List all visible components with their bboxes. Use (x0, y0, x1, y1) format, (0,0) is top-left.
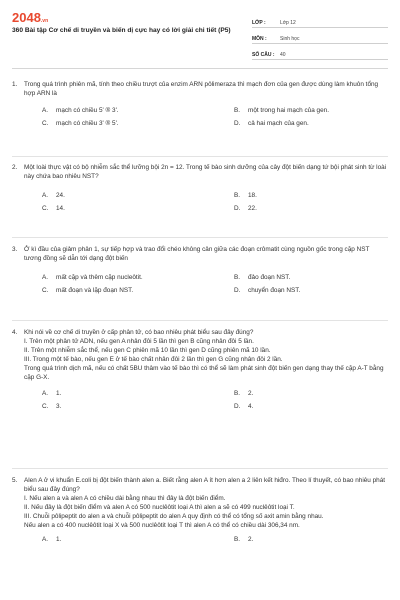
option-text: 4. (248, 403, 254, 410)
question-text: Một loài thực vật có bộ nhiễm sắc thể lưỡng bội 2n = 12. Trong tế bào sinh dưỡng của cây đột biến dạng tứ bội phát sinh từ loài này chứa bao nhiêu NST? (24, 164, 387, 180)
options (24, 273, 388, 299)
option-text: 2. (248, 390, 254, 397)
option-label: C. (42, 120, 49, 127)
option-label: C. (42, 287, 49, 294)
meta-value: Lớp 12 (280, 20, 296, 26)
question-separator (12, 320, 388, 321)
option-d[interactable] (234, 119, 309, 128)
option-text: một trong hai mạch của gen. (248, 107, 329, 114)
option-text: mạch có chiều 5' ® 3'. (56, 107, 119, 114)
option-label: A. (42, 107, 49, 114)
option-c[interactable] (42, 119, 119, 128)
meta-key: MÔN : (252, 36, 267, 42)
option-label: A. (42, 274, 49, 281)
option-d[interactable] (234, 286, 300, 295)
option-label: D. (234, 287, 241, 294)
option-text: mất đoạn và lặp đoạn NST. (56, 287, 134, 294)
option-label: C. (42, 403, 49, 410)
option-label: B. (234, 107, 241, 114)
question-separator (12, 156, 388, 157)
document-title: 360 Bài tập Cơ chế di truyền và biến dị cực hay có lời giải chi tiết (P5) (12, 27, 231, 34)
option-text: cả hai mạch của gen. (248, 120, 309, 127)
option-c[interactable] (42, 204, 65, 213)
meta-row-count (252, 46, 388, 60)
header-divider (12, 68, 388, 69)
option-b[interactable] (234, 389, 253, 398)
option-a[interactable] (42, 389, 61, 398)
option-a[interactable] (42, 106, 119, 115)
option-label: A. (42, 192, 49, 199)
question-number: 3. (12, 246, 18, 253)
question-text: Ở kì đầu của giảm phân 1, sự tiếp hợp và trao đổi chéo không cân giữa các đoạn crômatit cùng nguồn gốc trong cặp NST tương đồng sẽ dẫn tới dạng đột biến (24, 246, 370, 262)
option-text: 22. (248, 205, 257, 212)
option-label: A. (42, 536, 49, 543)
statement-2: II. Nếu đây là đột biến điểm và alen A có 500 nuclêôtit loại A thì alen a sẽ có 499 nuclêôtit loại T. (24, 504, 295, 511)
option-label: B. (234, 536, 241, 543)
question-2 (12, 163, 388, 217)
logo-suffix: .vn (40, 18, 49, 24)
option-label: A. (42, 390, 49, 397)
option-text: 18. (248, 192, 257, 199)
question-text: Trong quá trình phiên mã, tính theo chiều trượt của enzim ARN pôlimeraza thì mạch đơn của gen được dùng làm khuôn tổng hợp ARN là (24, 81, 379, 97)
statement-3: III. Chuỗi pôlipeptit do alen a và chuỗi pôlipeptit do alen A quy định có thể có tổng số axit amin bằng nhau. (24, 513, 324, 520)
question-number: 1. (12, 81, 18, 88)
meta-row-class (252, 14, 388, 28)
option-b[interactable] (234, 535, 253, 544)
meta-value: 40 (280, 52, 286, 58)
option-text: 2. (248, 536, 254, 543)
statement-1: I. Trên một phân tử ADN, nếu gen A nhân đôi 5 lần thì gen B cũng nhân đôi 5 lần. (24, 338, 254, 345)
option-text: mất cặp và thêm cặp nucleôtit. (56, 274, 143, 281)
option-text: đảo đoạn NST. (248, 274, 291, 281)
option-b[interactable] (234, 273, 290, 282)
option-d[interactable] (234, 204, 257, 213)
meta-value: Sinh học (280, 36, 300, 42)
meta-key: SỐ CÂU : (252, 52, 275, 58)
option-label: B. (234, 192, 241, 199)
document-header (0, 0, 400, 62)
option-label: C. (42, 205, 49, 212)
statement-4: Nếu alen a có 400 nuclêôtit loại X và 500 nuclêôtit loại T thì alen A có thể có chiều dài 306,34 nm. (24, 522, 300, 529)
question-number: 4. (12, 329, 18, 336)
options (24, 535, 388, 548)
option-label: B. (234, 274, 241, 281)
statement-3: III. Trong một tế bào, nếu gen E ở tế bào chất nhân đôi 2 lần thì gen G cũng nhân đôi 2 lần. (24, 356, 283, 363)
option-d[interactable] (234, 402, 253, 411)
meta-key: LỚP : (252, 20, 266, 26)
meta-panel (252, 14, 388, 62)
statement-2: II. Trên một nhiễm sắc thể, nếu gen C phiên mã 10 lần thì gen D cũng phiên mã 10 lần. (24, 347, 271, 354)
option-label: D. (234, 205, 241, 212)
question-4 (12, 328, 388, 415)
question-separator (12, 237, 388, 238)
question-number: 5. (12, 477, 18, 484)
option-a[interactable] (42, 273, 143, 282)
option-c[interactable] (42, 286, 133, 295)
option-b[interactable] (234, 106, 329, 115)
option-text: chuyển đoạn NST. (248, 287, 301, 294)
option-c[interactable] (42, 402, 61, 411)
option-text: 14. (56, 205, 65, 212)
question-1 (12, 80, 388, 132)
statement-1: I. Nếu alen a và alen A có chiều dài bằng nhau thì đây là đột biến điểm. (24, 495, 226, 502)
option-a[interactable] (42, 535, 61, 544)
option-text: 24. (56, 192, 65, 199)
option-b[interactable] (234, 191, 257, 200)
question-number: 2. (12, 164, 18, 171)
option-label: D. (234, 120, 241, 127)
option-text: mạch có chiều 3' ® 5'. (56, 120, 119, 127)
question-3 (12, 245, 388, 299)
option-text: 3. (56, 403, 62, 410)
options (24, 106, 388, 132)
logo-text: 2048 (12, 10, 41, 25)
question-text: Khi nói về cơ chế di truyền ở cấp phân tử, có bao nhiêu phát biểu sau đây đúng? (24, 329, 254, 336)
question-5 (12, 476, 388, 548)
question-text: Alen A ở vi khuẩn E.coli bị đột biến thành alen a. Biết rằng alen A ít hơn alen a 2 liên kết hiđro. Theo lí thuyết, có bao nhiêu phát biểu sau đây đúng? (24, 477, 386, 493)
question-separator (12, 468, 388, 469)
option-text: 1. (56, 536, 62, 543)
option-a[interactable] (42, 191, 65, 200)
option-label: D. (234, 403, 241, 410)
site-logo[interactable] (12, 10, 48, 25)
options (24, 389, 388, 415)
options (24, 191, 388, 217)
option-text: 1. (56, 390, 62, 397)
meta-row-subject (252, 30, 388, 44)
option-label: B. (234, 390, 241, 397)
statement-4: Trong quá trình dịch mã, nếu có chất 5BU thâm vào tế bào thì có thể sẽ làm phát sinh đột biến gen dạng thay thế cặp A-T bằng cặp G-X. (24, 365, 384, 381)
